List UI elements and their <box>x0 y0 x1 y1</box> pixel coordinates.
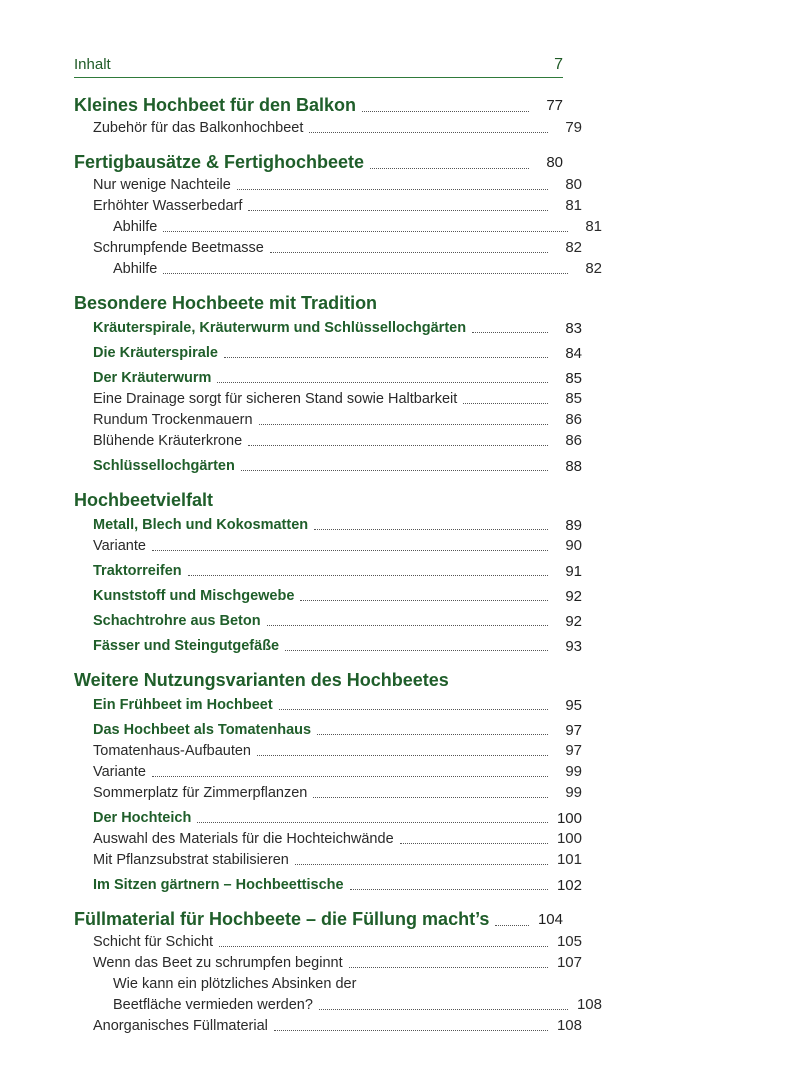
dot-leader <box>248 445 548 446</box>
entry-label: Wie kann ein plötzliches Absinken der <box>113 976 357 992</box>
table-of-contents <box>74 94 602 1036</box>
dot-leader <box>163 231 568 232</box>
entry-page-number: 100 <box>556 810 582 827</box>
entry-label: Schachtrohre aus Beton <box>93 613 261 629</box>
entry-page-number: 82 <box>585 260 602 277</box>
dot-leader <box>267 625 548 626</box>
subsection-heading[interactable] <box>74 809 582 828</box>
toc-entry[interactable] <box>74 410 582 430</box>
section-heading[interactable] <box>74 292 563 315</box>
subsection-heading[interactable] <box>74 721 582 740</box>
subsection-heading[interactable] <box>74 696 582 715</box>
subsection-heading[interactable] <box>74 876 582 895</box>
dot-leader <box>313 797 548 798</box>
entry-page-number: 97 <box>565 742 582 759</box>
dot-leader <box>259 424 548 425</box>
dot-leader <box>495 925 529 926</box>
header-page-number: 7 <box>554 56 563 73</box>
dot-leader <box>370 168 529 169</box>
dot-leader <box>257 755 548 756</box>
toc-entry[interactable] <box>74 196 582 216</box>
toc-entry[interactable] <box>74 995 602 1015</box>
entry-page-number: 104 <box>537 911 563 928</box>
entry-page-number: 88 <box>565 458 582 475</box>
section-heading[interactable] <box>74 669 563 692</box>
dot-leader <box>248 210 548 211</box>
dot-leader <box>274 1030 548 1031</box>
entry-page-number: 81 <box>585 218 602 235</box>
toc-entry[interactable] <box>74 118 582 138</box>
dot-leader <box>217 382 548 383</box>
entry-page-number: 81 <box>565 197 582 214</box>
entry-page-number: 92 <box>565 588 582 605</box>
entry-page-number: 77 <box>546 97 563 114</box>
entry-label: Anorganisches Füllmaterial <box>93 1018 268 1034</box>
subsection-heading[interactable] <box>74 457 582 476</box>
entry-page-number: 86 <box>565 432 582 449</box>
entry-label: Der Kräuterwurm <box>93 370 212 386</box>
entry-page-number: 95 <box>565 697 582 714</box>
entry-page-number: 86 <box>565 411 582 428</box>
entry-label: Traktorreifen <box>93 563 182 579</box>
dot-leader <box>188 575 548 576</box>
entry-label: Schlüssellochgärten <box>93 458 235 474</box>
entry-label: Kräuterspirale, Kräuterwurm und Schlüssellochgärten <box>93 320 467 336</box>
entry-label: Der Hochteich <box>93 810 192 826</box>
entry-page-number: 80 <box>546 154 563 171</box>
toc-entry[interactable] <box>74 932 582 952</box>
entry-label: Besondere Hochbeete mit Tradition <box>74 293 378 313</box>
toc-entry[interactable] <box>74 431 582 451</box>
entry-label: Rundum Trockenmauern <box>93 412 253 428</box>
entry-page-number: 90 <box>565 537 582 554</box>
entry-page-number: 108 <box>576 996 602 1013</box>
toc-entry[interactable] <box>74 217 602 237</box>
header-title: Inhalt <box>74 56 111 73</box>
entry-label: Mit Pflanzsubstrat stabilisieren <box>93 852 289 868</box>
subsection-heading[interactable] <box>74 562 582 581</box>
section-heading[interactable] <box>74 908 563 931</box>
dot-leader <box>163 273 568 274</box>
toc-entry[interactable] <box>74 974 602 994</box>
dot-leader <box>400 843 548 844</box>
entry-label: Fässer und Steingutgefäße <box>93 638 280 654</box>
entry-page-number: 99 <box>565 784 582 801</box>
entry-label: Abhilfe <box>113 261 158 277</box>
entry-label: Sommerplatz für Zimmerpflanzen <box>93 785 308 801</box>
dot-leader <box>309 132 548 133</box>
entry-label: Füllmaterial für Hochbeete – die Füllung macht’s <box>74 909 490 929</box>
entry-label: Fertigbausätze & Fertighochbeete <box>74 152 365 172</box>
entry-page-number: 84 <box>565 345 582 362</box>
entry-label: Tomatenhaus-Aufbauten <box>93 743 251 759</box>
toc-entry[interactable] <box>74 783 582 803</box>
dot-leader <box>152 776 548 777</box>
subsection-heading[interactable] <box>74 587 582 606</box>
entry-label: Hochbeetvielfalt <box>74 490 214 510</box>
dot-leader <box>463 403 548 404</box>
entry-label: Wenn das Beet zu schrumpfen beginnt <box>93 955 343 971</box>
entry-page-number: 83 <box>565 320 582 337</box>
section-heading[interactable] <box>74 94 563 117</box>
entry-label: Im Sitzen gärtnern – Hochbeettische <box>93 877 344 893</box>
subsection-heading[interactable] <box>74 612 582 631</box>
dot-leader <box>237 189 548 190</box>
dot-leader <box>279 709 548 710</box>
subsection-heading[interactable] <box>74 637 582 656</box>
subsection-heading[interactable] <box>74 369 582 388</box>
entry-label: Das Hochbeet als Tomatenhaus <box>93 722 312 738</box>
toc-entry[interactable] <box>74 389 582 409</box>
dot-leader <box>285 650 548 651</box>
entry-label: Zubehör für das Balkonhochbeet <box>93 120 304 136</box>
entry-label: Nur wenige Nachteile <box>93 177 231 193</box>
entry-label: Weitere Nutzungsvarianten des Hochbeetes <box>74 670 449 690</box>
dot-leader <box>350 889 548 890</box>
entry-label: Erhöhter Wasserbedarf <box>93 198 243 214</box>
running-header <box>74 56 563 78</box>
entry-page-number: 102 <box>556 877 582 894</box>
subsection-heading[interactable] <box>74 319 582 338</box>
toc-entry[interactable] <box>74 536 582 556</box>
entry-label: Ein Frühbeet im Hochbeet <box>93 697 273 713</box>
entry-page-number: 89 <box>565 517 582 534</box>
entry-page-number: 80 <box>565 176 582 193</box>
dot-leader <box>197 822 548 823</box>
toc-entry[interactable] <box>74 1016 582 1036</box>
entry-page-number: 99 <box>565 763 582 780</box>
entry-page-number: 100 <box>556 830 582 847</box>
dot-leader <box>314 529 548 530</box>
entry-label: Blühende Kräuterkrone <box>93 433 243 449</box>
entry-label: Schicht für Schicht <box>93 934 214 950</box>
entry-page-number: 85 <box>565 390 582 407</box>
toc-entry[interactable] <box>74 762 582 782</box>
entry-page-number: 91 <box>565 563 582 580</box>
dot-leader <box>241 470 548 471</box>
dot-leader <box>317 734 548 735</box>
dot-leader <box>270 252 548 253</box>
toc-entry[interactable] <box>74 741 582 761</box>
entry-label: Eine Drainage sorgt für sicheren Stand sowie Haltbarkeit <box>93 391 458 407</box>
toc-entry[interactable] <box>74 829 582 849</box>
section-heading[interactable] <box>74 489 563 512</box>
toc-entry[interactable] <box>74 175 582 195</box>
dot-leader <box>472 332 548 333</box>
entry-page-number: 85 <box>565 370 582 387</box>
entry-page-number: 108 <box>556 1017 582 1034</box>
entry-label: Beetfläche vermieden werden? <box>113 997 313 1013</box>
entry-page-number: 92 <box>565 613 582 630</box>
dot-leader <box>319 1009 568 1010</box>
dot-leader <box>295 864 548 865</box>
entry-page-number: 101 <box>556 851 582 868</box>
entry-label: Kleines Hochbeet für den Balkon <box>74 95 357 115</box>
entry-label: Die Kräuterspirale <box>93 345 218 361</box>
entry-label: Kunststoff und Mischgewebe <box>93 588 295 604</box>
section-heading[interactable] <box>74 151 563 174</box>
entry-page-number: 93 <box>565 638 582 655</box>
dot-leader <box>300 600 548 601</box>
entry-page-number: 97 <box>565 722 582 739</box>
toc-entry[interactable] <box>74 953 582 973</box>
dot-leader <box>362 111 529 112</box>
dot-leader <box>219 946 548 947</box>
dot-leader <box>349 967 548 968</box>
entry-label: Abhilfe <box>113 219 158 235</box>
entry-label: Schrumpfende Beetmasse <box>93 240 264 256</box>
entry-page-number: 105 <box>556 933 582 950</box>
entry-label: Metall, Blech und Kokosmatten <box>93 517 309 533</box>
entry-page-number: 107 <box>556 954 582 971</box>
entry-page-number: 82 <box>565 239 582 256</box>
entry-page-number: 79 <box>565 119 582 136</box>
toc-entry[interactable] <box>74 259 602 279</box>
subsection-heading[interactable] <box>74 344 582 363</box>
toc-entry[interactable] <box>74 238 582 258</box>
subsection-heading[interactable] <box>74 516 582 535</box>
entry-label: Variante <box>93 538 146 554</box>
toc-entry[interactable] <box>74 850 582 870</box>
entry-label: Auswahl des Materials für die Hochteichwände <box>93 831 394 847</box>
entry-label: Variante <box>93 764 146 780</box>
dot-leader <box>224 357 548 358</box>
dot-leader <box>152 550 548 551</box>
